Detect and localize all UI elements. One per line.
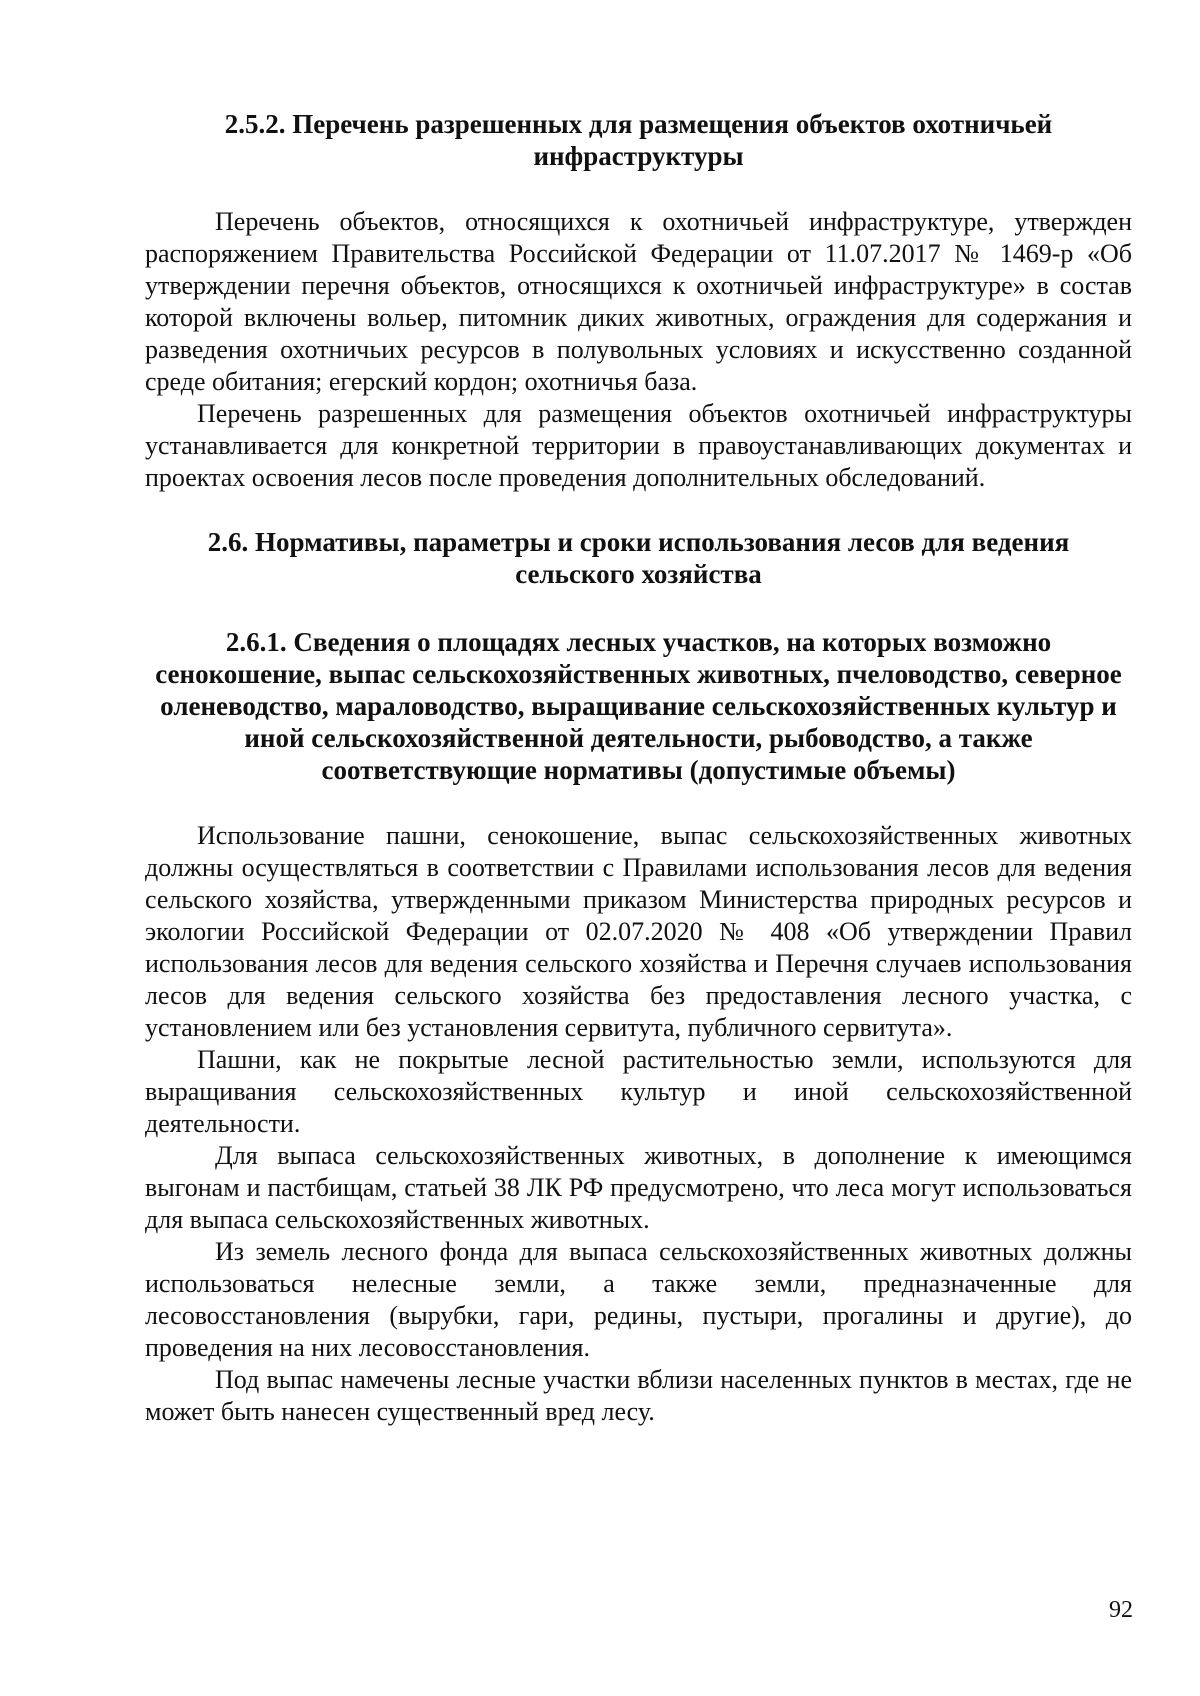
- section-heading-2-5-2: 2.5.2. Перечень разрешенных для размещения объектов охотничьей инфраструктуры: [224, 109, 1053, 171]
- page-number: 92: [1109, 1597, 1133, 1623]
- paragraph-arable-land: Пашни, как не покрытые лесной растительностью земли, используются для выращивания сельскохозяйственных культур и иной сельскохозяйственной деятельности.: [145, 1045, 1132, 1138]
- paragraph-grazing-plots: Под выпас намечены лесные участки вблизи населенных пунктов в местах, где не может быть нанесен существенный вред лесу.: [145, 1365, 1132, 1426]
- document-page: [145, 108, 1132, 1428]
- paragraph-agriculture-rules: Использование пашни, сенокошение, выпас сельскохозяйственных животных должны осуществляться в соответствии с Правилами использования лесов для ведения сельского хозяйства, утвержденными приказом Министерства природных ресурсов и экологии Российской Федерации от 02.07.2020 № 408 «Об утверждении Правил использования лесов для ведения сельского хозяйства и Перечня случаев использования лесов для ведения сельского хозяйства без предоставления лесного участка, с установлением или без установления сервитута, публичного сервитута».: [145, 821, 1132, 1042]
- paragraph-grazing-lands: Из земель лесного фонда для выпаса сельскохозяйственных животных должны использоваться нелесные земли, а также земли, предназначенные для лесовосстановления (вырубки, гари, редины, пустыри, прогалины и другие), до проведения на них лесовосстановления.: [145, 1237, 1132, 1362]
- section-heading-2-6-1: 2.6.1. Сведения о площадях лесных участков, на которых возможно сенокошение, выпас сельскохозяйственных животных, пчеловодство, северное оленеводство, мараловодство, выращивание сельскохозяйственных культур и иной сельскохозяйственной деятельности, рыбоводство, а также соответствующие нормативы (допустимые объемы): [155, 627, 1122, 785]
- section-heading-2-6: 2.6. Нормативы, параметры и сроки использования лесов для ведения сельского хозяйства: [207, 527, 1070, 589]
- paragraph-hunting-infrastructure-permitted: Перечень разрешенных для размещения объектов охотничьей инфраструктуры устанавливается для конкретной территории в правоустанавливающих документах и проектах освоения лесов после проведения дополнительных обследований.: [145, 399, 1132, 492]
- paragraph-hunting-infrastructure-list: Перечень объектов, относящихся к охотничьей инфраструктуре, утвержден распоряжением Правительства Российской Федерации от 11.07.2017 № 1469-р «Об утверждении перечня объектов, относящихся к охотничьей инфраструктуре» в состав которой включены вольер, питомник диких животных, ограждения для содержания и разведения охотничьих ресурсов в полувольных условиях и искусственно созданной среде обитания; егерский кордон; охотничья база.: [145, 207, 1132, 396]
- paragraph-grazing-article-38: Для выпаса сельскохозяйственных животных, в дополнение к имеющимся выгонам и пастбищам, статьей 38 ЛК РФ предусмотрено, что леса могут использоваться для выпаса сельскохозяйственных животных.: [145, 1141, 1132, 1234]
